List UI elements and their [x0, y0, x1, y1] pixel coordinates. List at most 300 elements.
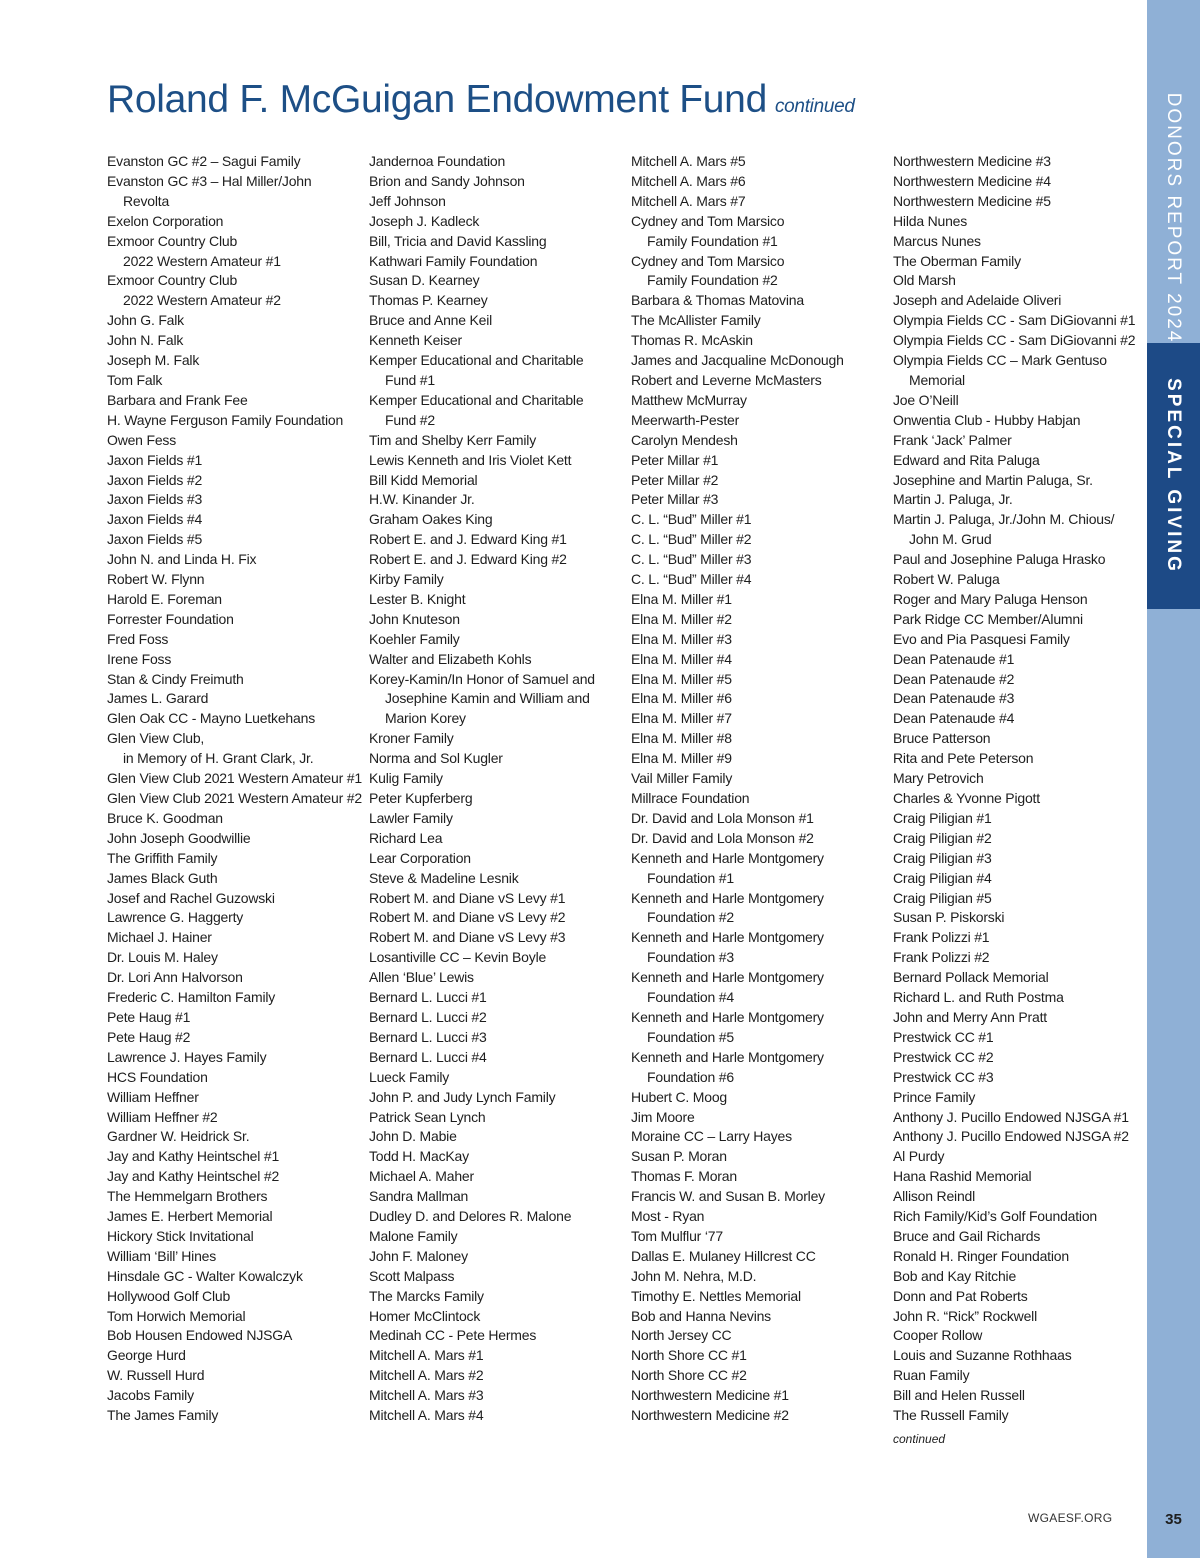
donor-name: Elna M. Miller #5: [631, 670, 732, 687]
donor-name: Robert E. and J. Edward King #2: [369, 551, 567, 568]
donor-entry: [893, 789, 1143, 809]
donor-entry: [893, 1108, 1143, 1128]
donor-name: Mitchell A. Mars #1: [369, 1347, 484, 1364]
donor-entry: [893, 1207, 1143, 1227]
donor-entry: [631, 1326, 881, 1346]
donor-entry: [369, 729, 619, 749]
donor-name: Northwestern Medicine #1: [631, 1387, 789, 1404]
donor-name: Moraine CC – Larry Hayes: [631, 1128, 792, 1145]
donor-entry: [107, 1267, 357, 1287]
footer-website: WGAESF.ORG: [1028, 1511, 1113, 1525]
donor-name: Craig Piligian #3: [893, 849, 992, 866]
donor-name: John G. Falk: [107, 312, 184, 329]
donor-entry: [107, 152, 357, 172]
donor-name: John N. Falk: [107, 332, 184, 349]
donor-entry: [107, 769, 362, 789]
donor-name: Edward and Rita Paluga: [893, 451, 1040, 468]
donor-entry: [631, 291, 881, 311]
title-text: Roland F. McGuigan Endowment Fund: [107, 78, 767, 121]
donor-entry: [107, 988, 357, 1008]
donor-entry: [107, 1406, 357, 1426]
donor-name: Most - Ryan: [631, 1208, 705, 1225]
donor-entry: [107, 670, 357, 690]
donor-name: Bruce Patterson: [893, 730, 991, 747]
donor-name: Elna M. Miller #9: [631, 750, 732, 767]
donor-name: Susan D. Kearney: [369, 272, 480, 289]
donor-entry: [893, 311, 1143, 331]
donor-name: Patrick Sean Lynch: [369, 1108, 486, 1125]
donor-name: Glen Oak CC - Mayno Luetkehans: [107, 710, 315, 727]
donor-name: Irene Foss: [107, 650, 172, 667]
donor-entry: [631, 411, 881, 431]
donor-entry: [107, 709, 357, 729]
donor-name: Bob and Hanna Nevins: [631, 1307, 771, 1324]
donor-entry: [631, 1147, 881, 1167]
donor-name: Bernard L. Lucci #4: [369, 1048, 487, 1065]
donor-name: Kenneth and Harle Montgomery: [631, 1048, 824, 1065]
donor-name: Olympia Fields CC – Mark Gentuso: [893, 352, 1107, 369]
donor-entry: [893, 968, 1143, 988]
donor-name: Paul and Josephine Paluga Hrasko: [893, 551, 1106, 568]
donor-name: John Joseph Goodwillie: [107, 829, 251, 846]
donor-name: Hickory Stick Invitational: [107, 1227, 254, 1244]
donor-name: Susan P. Moran: [631, 1148, 727, 1165]
donor-name: John F. Maloney: [369, 1247, 468, 1264]
donor-entry: [369, 391, 619, 431]
donor-entry: [631, 172, 881, 192]
donor-name: George Hurd: [107, 1347, 186, 1364]
donor-name: The Griffith Family: [107, 849, 218, 866]
donor-entry: [893, 650, 1143, 670]
donor-entry: [893, 1008, 1143, 1028]
donor-entry: [369, 1247, 619, 1267]
donor-entry: [369, 331, 619, 351]
donor-entry: [631, 1406, 881, 1426]
donor-name: North Jersey CC: [631, 1327, 732, 1344]
donor-entry: [369, 1187, 619, 1207]
donor-entry: [631, 1366, 881, 1386]
donor-entry: [369, 271, 619, 291]
donor-entry: [369, 1287, 619, 1307]
donor-name: Rita and Pete Peterson: [893, 750, 1034, 767]
donor-entry: [107, 610, 357, 630]
donor-name: Kenneth and Harle Montgomery: [631, 849, 824, 866]
donor-name: William Heffner #2: [107, 1108, 218, 1125]
donor-name: Ronald H. Ringer Foundation: [893, 1247, 1069, 1264]
donor-name: Exmoor Country Club: [107, 232, 238, 249]
donor-name: Rich Family/Kid’s Golf Foundation: [893, 1208, 1098, 1225]
donor-name: Medinah CC - Pete Hermes: [369, 1327, 537, 1344]
donor-name: C. L. “Bud” Miller #4: [631, 571, 752, 588]
donor-entry: [631, 1048, 881, 1088]
donor-entry: [631, 490, 881, 510]
page-title: [107, 78, 855, 122]
donor-name: Prince Family: [893, 1088, 976, 1105]
donor-entry: [893, 570, 1143, 590]
donor-entry: [369, 1167, 619, 1187]
donor-name: Northwestern Medicine #5: [893, 192, 1051, 209]
donor-name: Evo and Pia Pasquesi Family: [893, 630, 1070, 647]
donor-entry: [107, 550, 357, 570]
donor-entry: [631, 709, 881, 729]
donor-name: Bernard Pollack Memorial: [893, 969, 1049, 986]
donor-name: Lawler Family: [369, 809, 453, 826]
donor-name: Tom Falk: [107, 371, 163, 388]
donor-name: Jaxon Fields #2: [107, 471, 203, 488]
donor-entry: [369, 849, 619, 869]
donor-name: Elna M. Miller #7: [631, 710, 732, 727]
donor-name: Evanston GC #2 – Sagui Family: [107, 153, 301, 169]
donor-entry: [107, 1227, 357, 1247]
donor-name: Dr. David and Lola Monson #2: [631, 829, 814, 846]
donor-name: Frank Polizzi #2: [893, 949, 990, 966]
donor-name: John and Merry Ann Pratt: [893, 1008, 1047, 1025]
donor-entry: [631, 510, 881, 530]
donor-entry: [893, 590, 1143, 610]
donor-name-continuation: Family Foundation #1: [647, 232, 778, 249]
donor-name: Jaxon Fields #4: [107, 511, 203, 528]
donor-entry: [107, 1147, 357, 1167]
donor-entry: [631, 789, 881, 809]
donor-entry: [893, 232, 1143, 252]
donor-entry: [893, 988, 1143, 1008]
donor-name: John D. Mabie: [369, 1128, 457, 1145]
donor-name: Tom Mulflur ‘77: [631, 1227, 723, 1244]
donor-entry: [893, 1346, 1143, 1366]
donor-entry: [107, 948, 357, 968]
donor-name: Dr. David and Lola Monson #1: [631, 809, 814, 826]
donor-entry: [893, 391, 1143, 411]
donor-name: Jacobs Family: [107, 1387, 194, 1404]
donor-entry: [893, 928, 1143, 948]
donor-entry: [107, 1247, 357, 1267]
donor-name-continuation: 2022 Western Amateur #1: [123, 252, 281, 269]
donor-entry: [631, 570, 881, 590]
donor-name: Craig Piligian #5: [893, 889, 992, 906]
donor-entry: [631, 749, 881, 769]
donor-name: Dean Patenaude #3: [893, 690, 1015, 707]
donor-name-continuation: Foundation #6: [647, 1068, 734, 1085]
donor-name: Barbara and Frank Fee: [107, 391, 248, 408]
donor-name: Craig Piligian #2: [893, 829, 992, 846]
donor-entry: [631, 1108, 881, 1128]
donor-name: Olympia Fields CC - Sam DiGiovanni #1: [893, 312, 1136, 329]
donor-entry: [893, 948, 1143, 968]
donor-entry: [369, 451, 619, 471]
donor-entry: [107, 411, 357, 431]
donor-entry: [893, 1167, 1143, 1187]
donor-entry: [369, 1207, 619, 1227]
donor-name: Mitchell A. Mars #5: [631, 153, 746, 169]
donor-entry: [107, 729, 357, 769]
donor-entry: [369, 550, 619, 570]
donor-name: Northwestern Medicine #3: [893, 153, 1051, 169]
donor-name: Kroner Family: [369, 730, 454, 747]
donor-entry: [631, 530, 881, 550]
donor-entry: [369, 570, 619, 590]
donor-entry: [631, 590, 881, 610]
donor-name: Graham Oakes King: [369, 511, 493, 528]
donor-name: Park Ridge CC Member/Alumni: [893, 610, 1083, 627]
donor-name: C. L. “Bud” Miller #3: [631, 551, 752, 568]
donor-name: John R. “Rick” Rockwell: [893, 1307, 1037, 1324]
donor-entry: [107, 1307, 357, 1327]
donor-name: Owen Fess: [107, 431, 176, 448]
donor-entry: [893, 1227, 1143, 1247]
donor-name: Hinsdale GC - Walter Kowalczyk: [107, 1267, 303, 1284]
donor-entry: [369, 1068, 619, 1088]
donor-name: Jaxon Fields #3: [107, 491, 203, 508]
donor-name: Gardner W. Heidrick Sr.: [107, 1128, 250, 1145]
page-number: 35: [1165, 1511, 1182, 1528]
donor-entry: [893, 1287, 1143, 1307]
donor-name-continuation: Revolta: [123, 192, 170, 209]
donor-entry: [893, 252, 1143, 272]
donor-name: Norma and Sol Kugler: [369, 750, 503, 767]
donor-name: Brion and Sandy Johnson: [369, 172, 525, 189]
donor-entry: [631, 371, 881, 391]
donor-entry: [893, 411, 1143, 431]
donor-entry: [107, 968, 357, 988]
donor-entry: [107, 1108, 357, 1128]
donor-name: Elna M. Miller #3: [631, 630, 732, 647]
donor-entry: [893, 550, 1143, 570]
donor-entry: [369, 908, 619, 928]
donor-entry: [631, 650, 881, 670]
donor-name: Peter Millar #3: [631, 491, 719, 508]
donor-name: Al Purdy: [893, 1148, 945, 1165]
donor-entry: [107, 1326, 357, 1346]
donor-entry: [893, 1386, 1143, 1406]
donor-name: Fred Foss: [107, 630, 169, 647]
continued-note: continued: [893, 1432, 946, 1446]
donor-name: Malone Family: [369, 1227, 458, 1244]
donor-name-continuation: Marion Korey: [385, 710, 466, 727]
donor-entry: [631, 1267, 881, 1287]
donor-name: Millrace Foundation: [631, 790, 750, 806]
donor-name: C. L. “Bud” Miller #2: [631, 531, 752, 548]
donor-name: Dean Patenaude #4: [893, 710, 1015, 727]
donor-entry: [107, 490, 357, 510]
donor-name: Peter Kupferberg: [369, 790, 473, 806]
donor-name: Jim Moore: [631, 1108, 695, 1125]
donor-entry: [631, 968, 881, 1008]
donor-entry: [893, 490, 1143, 510]
donor-name-continuation: Foundation #4: [647, 989, 734, 1006]
donor-name-continuation: Foundation #1: [647, 869, 734, 886]
donor-entry: [369, 869, 619, 889]
donor-entry: [107, 1287, 357, 1307]
donor-entry: [369, 1227, 619, 1247]
donor-name: Joseph and Adelaide Oliveri: [893, 292, 1062, 309]
donor-name: Donn and Pat Roberts: [893, 1287, 1028, 1304]
donor-entry: [107, 1048, 357, 1068]
donor-name-continuation: Foundation #3: [647, 949, 734, 966]
donor-entry: [631, 689, 881, 709]
donor-entry: [631, 889, 881, 929]
donor-entry: [369, 789, 619, 809]
donor-name: The Russell Family: [893, 1407, 1009, 1424]
donor-entry: [369, 1147, 619, 1167]
donor-entry: [369, 889, 619, 909]
donor-entry: [369, 948, 619, 968]
donor-entry: [107, 510, 357, 530]
donor-entry: [369, 192, 619, 212]
donor-name-continuation: Fund #1: [385, 371, 435, 388]
donor-name: Hilda Nunes: [893, 212, 968, 229]
donor-entry: [631, 212, 881, 252]
donor-entry: [893, 689, 1143, 709]
donor-name: Walter and Elizabeth Kohls: [369, 650, 532, 667]
donor-entry: [107, 689, 357, 709]
donor-entry: [893, 291, 1143, 311]
donor-entry: [631, 152, 881, 172]
donor-name: James and Jacqualine McDonough: [631, 352, 844, 369]
donor-entry: [893, 212, 1143, 232]
donor-name: Hollywood Golf Club: [107, 1287, 231, 1304]
donor-name: Bill and Helen Russell: [893, 1387, 1025, 1404]
donor-entry: [107, 371, 357, 391]
donor-name: Kemper Educational and Charitable: [369, 391, 584, 408]
donor-name: W. Russell Hurd: [107, 1367, 205, 1384]
donor-entry: [107, 391, 357, 411]
donor-name: Jay and Kathy Heintschel #1: [107, 1148, 280, 1165]
donor-entry: [631, 1307, 881, 1327]
donor-entry: [893, 271, 1143, 291]
donor-entry: [107, 431, 357, 451]
donor-name: Martin J. Paluga, Jr.: [893, 491, 1013, 508]
donor-name-continuation: Josephine Kamin and William and: [385, 690, 590, 707]
donor-name: Pete Haug #1: [107, 1008, 191, 1025]
donor-name: Louis and Suzanne Rothhaas: [893, 1347, 1072, 1364]
donor-entry: [107, 451, 357, 471]
donor-name: Lester B. Knight: [369, 590, 466, 607]
donor-entry: [369, 471, 619, 491]
donor-name: Kulig Family: [369, 770, 443, 787]
donor-entry: [631, 1247, 881, 1267]
donor-name: Barbara & Thomas Matovina: [631, 292, 804, 309]
donor-entry: [107, 1008, 357, 1028]
donor-column-2: [369, 152, 619, 1426]
donor-entry: [631, 1127, 881, 1147]
donor-entry: [107, 311, 357, 331]
donor-entry: [631, 1008, 881, 1048]
donor-entry: [631, 192, 881, 212]
donor-entry: [893, 1068, 1143, 1088]
donor-name: Mitchell A. Mars #7: [631, 192, 746, 209]
donor-name: Dr. Louis M. Haley: [107, 949, 218, 966]
donor-name: Elna M. Miller #4: [631, 650, 732, 667]
donor-name: Northwestern Medicine #2: [631, 1407, 789, 1424]
donor-entry: [893, 1267, 1143, 1287]
donor-entry: [631, 829, 881, 849]
donor-name: Bruce and Gail Richards: [893, 1227, 1041, 1244]
donor-entry: [893, 769, 1143, 789]
donor-name: Prestwick CC #1: [893, 1028, 994, 1045]
donor-name: Todd H. MacKay: [369, 1148, 469, 1165]
donor-name: Jaxon Fields #5: [107, 531, 203, 548]
donor-name: Thomas F. Moran: [631, 1168, 737, 1185]
donor-name: Kemper Educational and Charitable: [369, 352, 584, 369]
donor-name-continuation: Family Foundation #2: [647, 272, 778, 289]
donor-name: North Shore CC #2: [631, 1367, 747, 1384]
donor-name: Dudley D. and Delores R. Malone: [369, 1208, 572, 1225]
donor-entry: [631, 769, 881, 789]
donor-name: Bob Housen Endowed NJSGA: [107, 1327, 293, 1344]
donor-name: Bernard L. Lucci #2: [369, 1008, 487, 1025]
donor-name: The Hemmelgarn Brothers: [107, 1188, 268, 1205]
donor-name: Stan & Cindy Freimuth: [107, 670, 244, 687]
donor-name: Lawrence G. Haggerty: [107, 909, 244, 926]
donor-entry: [893, 709, 1143, 729]
donor-name: Exmoor Country Club: [107, 272, 238, 289]
donor-name: John P. and Judy Lynch Family: [369, 1088, 556, 1105]
donor-name: North Shore CC #1: [631, 1347, 747, 1364]
donor-name: Anthony J. Pucillo Endowed NJSGA #2: [893, 1128, 1129, 1145]
donor-entry: [369, 1386, 619, 1406]
donor-entry: [369, 988, 619, 1008]
donor-name: Kenneth and Harle Montgomery: [631, 969, 824, 986]
donor-name: H.W. Kinander Jr.: [369, 491, 475, 508]
donor-name: Timothy E. Nettles Memorial: [631, 1287, 801, 1304]
donor-entry: [107, 1366, 357, 1386]
donor-entry: [107, 331, 357, 351]
donor-entry: [369, 1346, 619, 1366]
donor-name: Cooper Rollow: [893, 1327, 983, 1344]
donor-name: Elna M. Miller #8: [631, 730, 732, 747]
donor-entry: [631, 670, 881, 690]
donor-entry: [107, 570, 357, 590]
donor-entry: [893, 809, 1143, 829]
donor-name: Bill, Tricia and David Kassling: [369, 232, 547, 249]
donor-entry: [631, 471, 881, 491]
donor-entry: [631, 351, 881, 371]
donor-entry: [893, 1326, 1143, 1346]
donor-entry: [893, 889, 1143, 909]
donor-name: Hana Rashid Memorial: [893, 1168, 1032, 1185]
donor-entry: [631, 610, 881, 630]
donor-name: Thomas P. Kearney: [369, 292, 488, 309]
donor-name: Frank Polizzi #1: [893, 929, 990, 946]
donor-entry: [631, 928, 881, 968]
donor-name: John Knuteson: [369, 610, 460, 627]
donor-entry: [369, 1088, 619, 1108]
donor-entry: [369, 630, 619, 650]
donor-name: Onwentia Club - Hubby Habjan: [893, 411, 1081, 428]
donor-name: James E. Herbert Memorial: [107, 1208, 273, 1225]
donor-name: Homer McClintock: [369, 1307, 481, 1324]
donor-entry: [107, 1346, 357, 1366]
donor-name: Lewis Kenneth and Iris Violet Kett: [369, 451, 572, 468]
donor-name: Bernard L. Lucci #1: [369, 989, 487, 1006]
donor-entry: [893, 829, 1143, 849]
donor-entry: [369, 650, 619, 670]
donor-name: Charles & Yvonne Pigott: [893, 790, 1040, 806]
donor-entry: [893, 1048, 1143, 1068]
donor-entry: [369, 232, 619, 252]
donor-entry: [369, 1028, 619, 1048]
donor-entry: [369, 212, 619, 232]
donor-name: Prestwick CC #2: [893, 1048, 994, 1065]
donor-entry: [893, 729, 1143, 749]
donor-entry: [631, 550, 881, 570]
donor-entry: [107, 232, 357, 272]
donor-entry: [631, 1227, 881, 1247]
donor-entry: [893, 1187, 1143, 1207]
donor-name: Sandra Mallman: [369, 1188, 469, 1205]
donor-entry: [893, 1127, 1143, 1147]
donor-name: Mitchell A. Mars #3: [369, 1387, 484, 1404]
